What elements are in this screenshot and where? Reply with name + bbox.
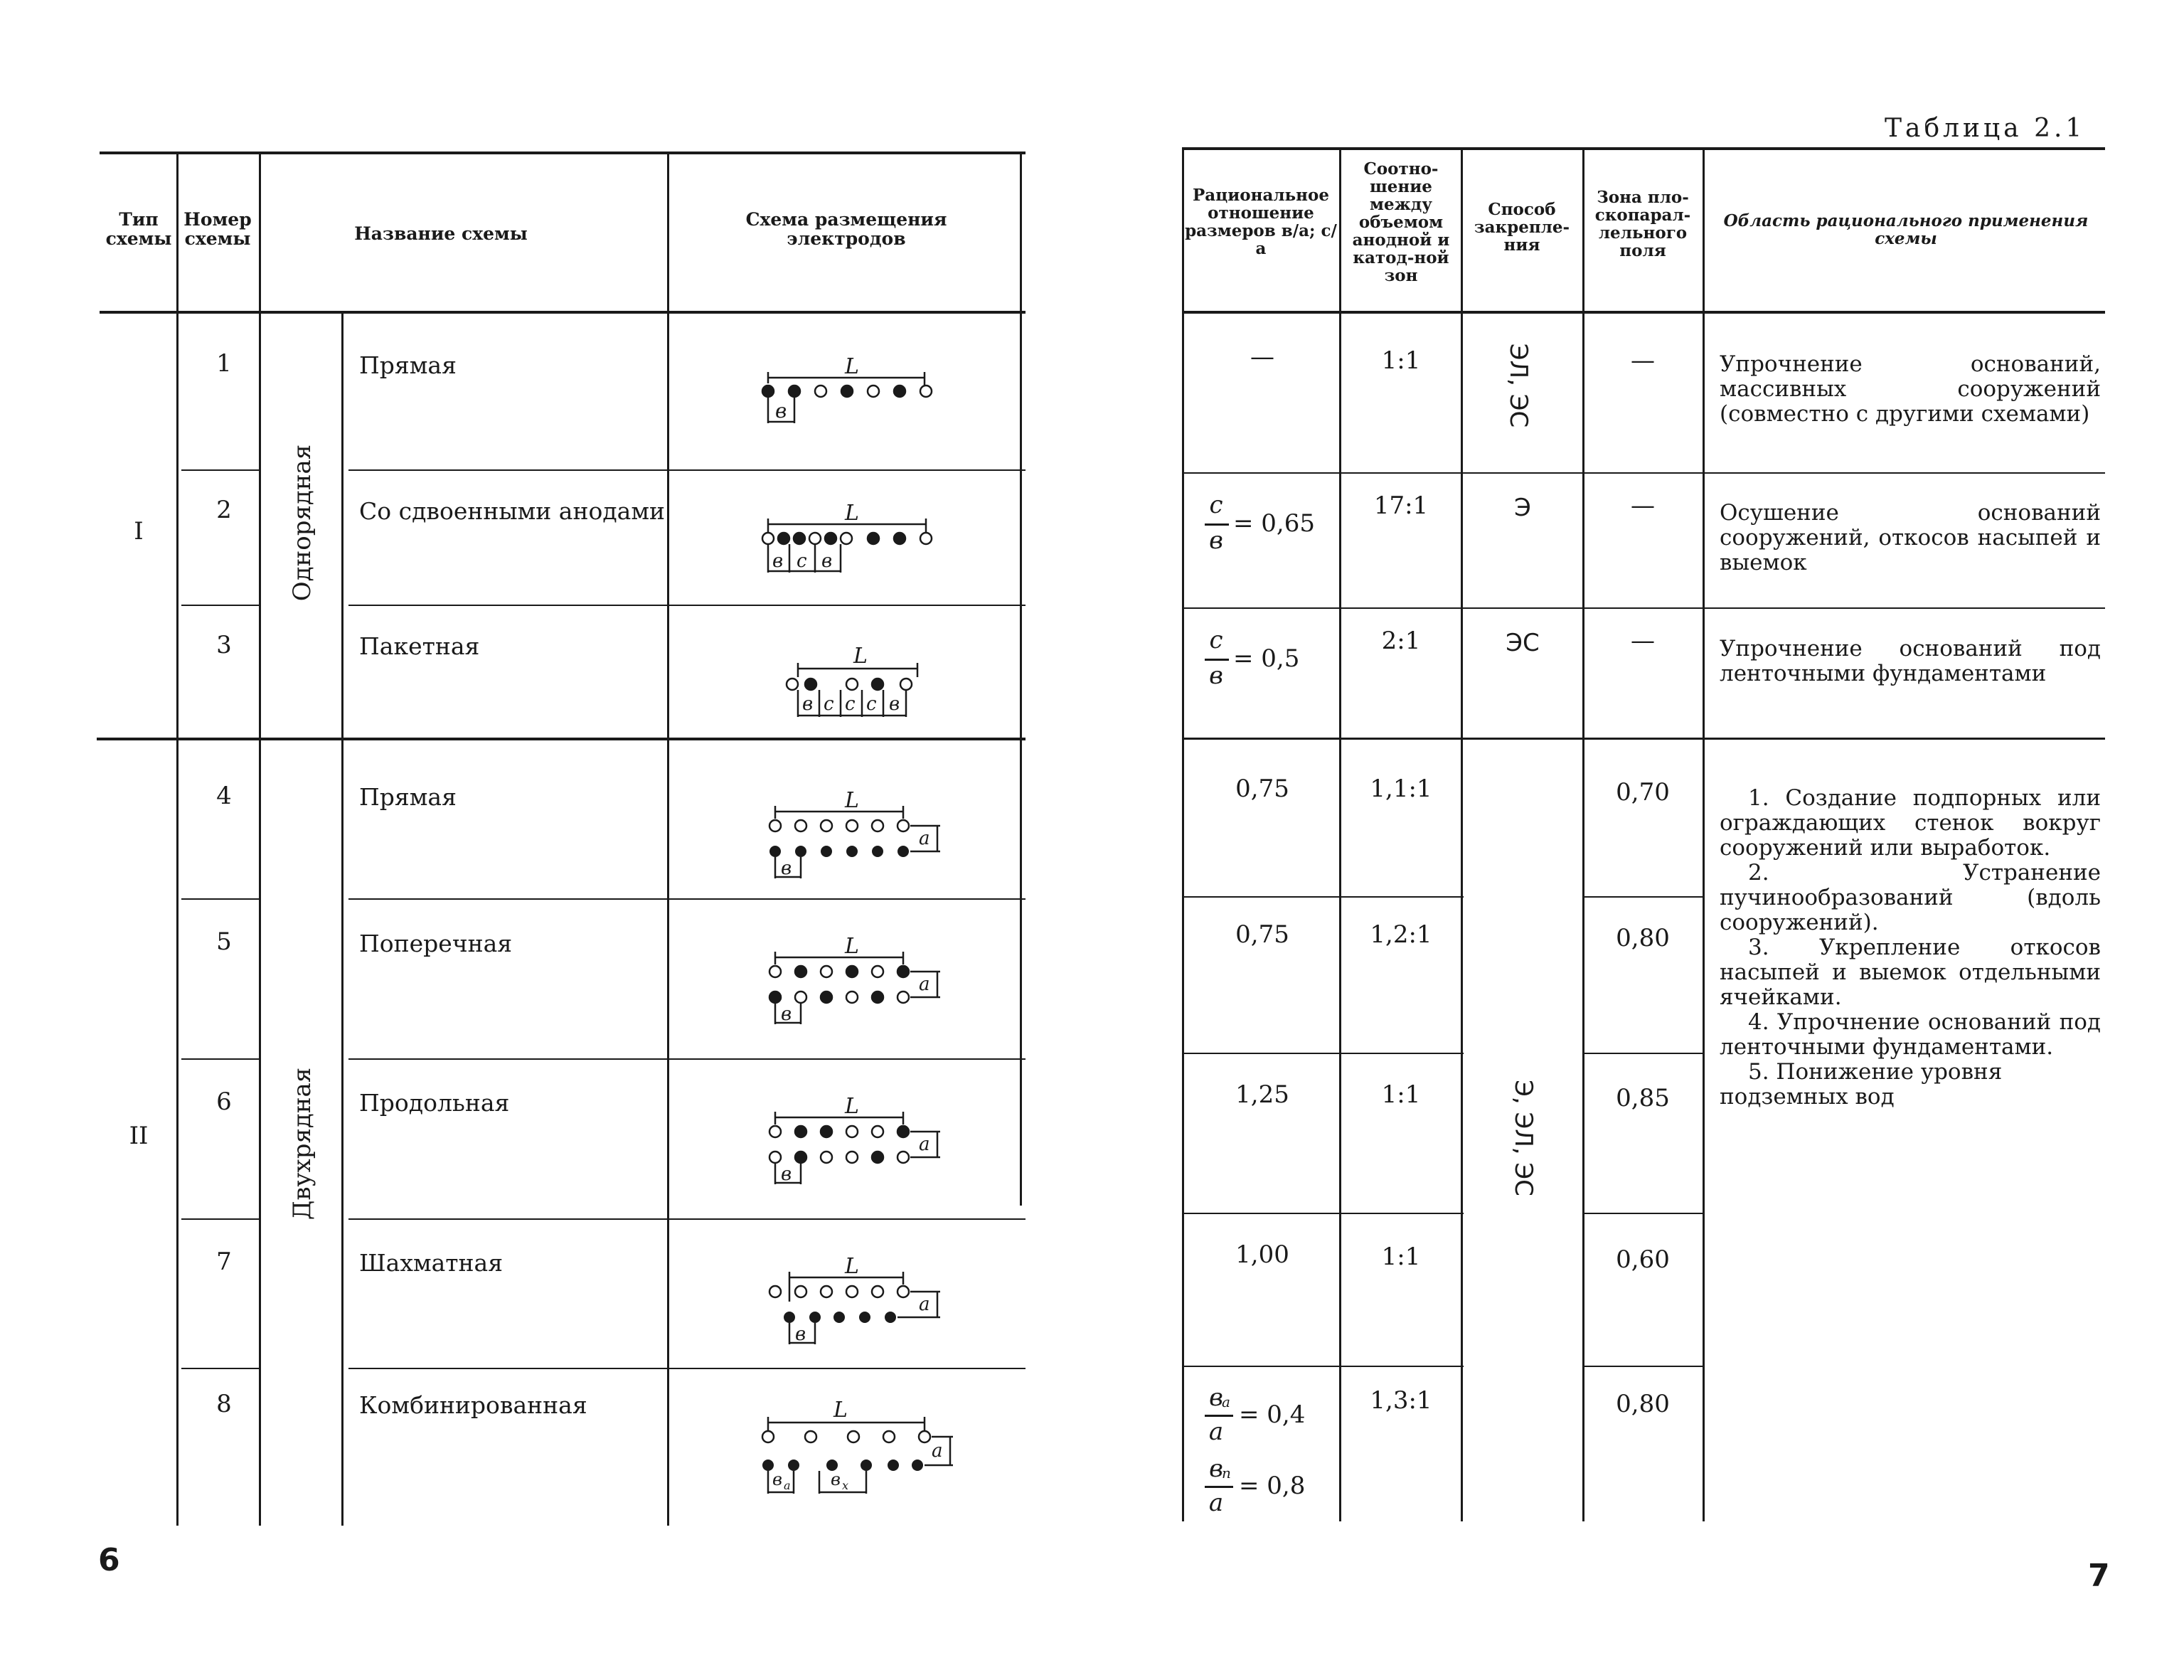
label-a: а [919,828,930,849]
label-c: с [845,693,856,715]
area-text: Упрочнение оснований под ленточными фундаментами [1720,636,2101,686]
scheme-diagram-1 [761,352,946,430]
scheme-name: Продольная [359,1089,510,1117]
label-L: L [845,354,859,379]
volume-value: 1:1 [1381,346,1421,375]
row-number: 2 [216,496,232,524]
zone-value: — [1631,491,1655,520]
header-area: Область рационального применения схемы [1723,211,2089,248]
zone-value: 0,80 [1616,924,1670,952]
zone-value: 0,60 [1616,1245,1670,1274]
row-number: 7 [216,1248,232,1276]
subtype-double-row: Двухрядная [288,1067,316,1221]
label-c: с [797,551,807,572]
header-name: Название схемы [354,223,528,244]
fix-value: Э [1514,494,1531,522]
scheme-diagram-3 [782,640,946,725]
scheme-name: Шахматная [359,1249,504,1277]
label-L: L [845,1254,859,1279]
zone-value: — [1631,346,1655,375]
area-text: Осушение оснований сооружений, откосов насыпей и выемок [1720,500,2101,575]
row-number: 5 [216,927,232,956]
scheme-diagram-6 [761,1092,953,1184]
label-b: в [821,551,833,572]
page-number-right: 7 [2088,1558,2110,1594]
zone-value: — [1631,627,1655,655]
label-ba-sub: а [784,1479,791,1492]
header-ratio: Рациональное отношение размеров в/а; с/а [1185,186,1337,258]
scheme-diagram-8 [754,1394,960,1501]
row-number: 6 [216,1088,232,1116]
type-I: I [134,517,144,546]
scheme-name: Прямая [359,783,457,811]
area-item: 2. Устранение пучинообразований (вдоль сооружений). [1720,860,2101,935]
scheme-name: Комбинированная [359,1391,587,1419]
scheme-name: Со сдвоенными анодами [359,497,665,525]
volume-value: 1,2:1 [1370,920,1432,949]
fix-value-group-2: Э, ЭЛ, ЭС [1509,1080,1538,1196]
table-caption: Таблица 2.1 [1885,114,2086,143]
label-ba: в [772,1469,782,1489]
label-c: с [866,693,877,715]
label-bx: в [831,1469,841,1489]
ratio-value: 0,75 [1235,775,1289,803]
volume-value: 1:1 [1381,1080,1421,1109]
area-item: 5. Понижение уровня подземных вод [1720,1059,2003,1110]
header-fix: Способ закрепле-ния [1474,200,1570,255]
label-a: а [932,1440,943,1462]
area-list [1720,786,2101,1110]
label-b: в [775,399,787,422]
label-bx-sub: х [842,1479,849,1492]
label-a: а [919,974,930,995]
row-number: 8 [216,1390,232,1418]
volume-value: 1,1:1 [1370,775,1432,803]
label-L: L [845,934,859,959]
area-text: Упрочнение оснований, массивных сооружений (совместно с другими схемами) [1720,351,2101,427]
fix-value: ЭЛ, ЭС [1504,343,1533,428]
subtype-single-row: Однорядная [288,444,316,602]
ratio-fraction: с в = 0,5 [1202,626,1330,697]
label-b: в [781,1164,792,1185]
label-a: а [919,1294,930,1315]
scheme-diagram-2 [761,501,946,580]
ratio-fraction: с в = 0,65 [1202,491,1330,562]
fix-value: ЭС [1506,629,1540,657]
label-L: L [853,644,868,669]
label-b: в [772,551,784,572]
label-b: в [781,858,792,879]
ratio-value: 1,25 [1235,1080,1289,1109]
volume-value: 1:1 [1381,1243,1421,1271]
volume-value: 1,3:1 [1370,1386,1432,1415]
scheme-diagram-7 [761,1252,953,1344]
label-a: а [919,1134,930,1155]
page-number-left: 6 [98,1542,120,1578]
volume-value: 17:1 [1373,491,1429,520]
area-item: 4. Упрочнение оснований под ленточными фундаментами. [1720,1009,2101,1060]
scheme-name: Поперечная [359,930,513,957]
row-number: 1 [216,349,232,378]
header-number: Номер схемы [183,209,252,249]
zone-value: 0,80 [1616,1390,1670,1418]
ratio-value: 0,75 [1235,920,1289,949]
ratio-value: — [1250,343,1274,371]
label-b: в [795,1324,806,1345]
header-type: Тип схемы [105,209,172,249]
header-zone: Зона пло-скопарал-лельного поля [1594,188,1691,260]
label-c: с [824,693,834,715]
ratio-fraction: в п а = 0,8 [1202,1455,1337,1522]
row-number: 3 [216,631,232,659]
zone-value: 0,70 [1616,778,1670,807]
label-L: L [845,788,859,813]
label-L: L [845,1094,859,1119]
label-L: L [845,501,859,526]
label-b: в [889,693,900,715]
scheme-diagram-5 [761,932,953,1024]
scheme-name: Прямая [359,351,457,379]
volume-value: 2:1 [1381,627,1421,655]
label-b: в [781,1004,792,1025]
scheme-diagram-4 [761,786,953,878]
area-item: 1. Создание подпорных или ограждающих стенок вокруг сооружений или выработок. [1720,785,2101,861]
scheme-name: Пакетная [359,632,480,660]
label-L: L [833,1398,848,1423]
type-II: II [129,1122,149,1150]
ratio-fraction: в а а = 0,4 [1202,1383,1337,1451]
zone-value: 0,85 [1616,1084,1670,1112]
ratio-value: 1,00 [1235,1240,1289,1269]
area-item: 3. Укрепление откосов насыпей и выемок отдельными ячейками. [1720,935,2101,1010]
row-number: 4 [216,782,232,810]
header-scheme: Схема размещения электродов [745,209,947,249]
header-volume: Соотно-шение между объемом анодной и катод-ной зон [1352,159,1450,285]
label-b: в [802,693,814,715]
